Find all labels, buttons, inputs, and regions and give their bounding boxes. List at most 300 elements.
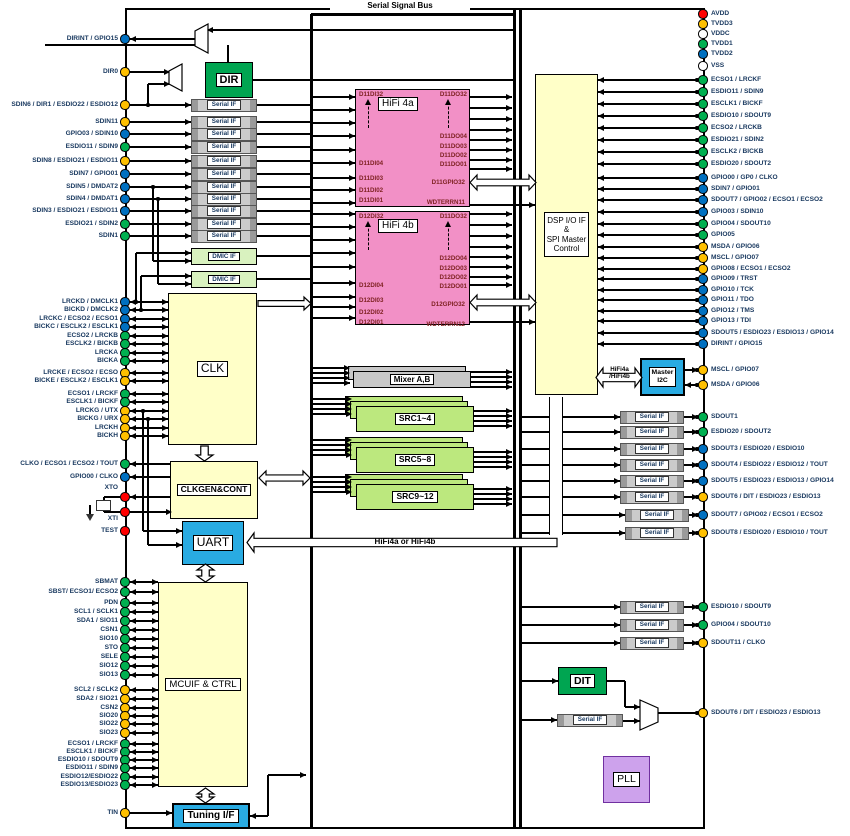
arrow-left-icon (130, 433, 136, 439)
wire (257, 186, 310, 187)
wire (257, 235, 310, 236)
arrow-right-icon (162, 358, 168, 364)
pin-label-vddc: VDDC (711, 30, 730, 37)
wire (227, 45, 228, 62)
hifi-small-label: HiFi4a /HiFi4b (609, 366, 630, 381)
pin-label-gpio12-tms: GPIO12 / TMS (711, 307, 755, 314)
pin-sdout7-gpio02-ecso1-ecso2 (698, 510, 708, 520)
pin-label-sdout7-gpio02-ecso1-ecso2: SDOUT7 / GPIO02 / ECSO1 / ECSO2 (711, 511, 823, 518)
arrow-left-icon (130, 721, 136, 727)
pin-label-esclk2-bickb: ESCLK2 / BICKB (711, 148, 764, 155)
pin-esclk1-bickf (698, 99, 708, 109)
arrow-left-icon (130, 494, 136, 500)
dsp-io-label: DSP I/O IF & SPI Master Control (544, 212, 590, 257)
arrow-right-icon (349, 94, 355, 100)
hifi4b-port-d12di32: D12DI32 (359, 213, 384, 220)
pin-mscl-gpio07 (698, 253, 708, 263)
arrow-right-icon (349, 120, 355, 126)
hifi4a-port-d11di04: D11DI04 (359, 160, 384, 167)
pin-esdio20-sdout2 (698, 159, 708, 169)
serial-if-block (620, 491, 684, 504)
pin-label-esclk1-bickf: ESCLK1 / BICKF (66, 398, 118, 405)
hifi4a-port-d11di03: D11DI03 (359, 175, 384, 182)
pin-label-mscl-gpio07: MSCL / GPIO07 (711, 366, 759, 373)
arrow-left-icon (250, 813, 256, 819)
pin-dirint-gpio15 (120, 34, 130, 44)
mcuif-tuning-arrow (197, 788, 214, 803)
wire (257, 146, 310, 147)
hifi4a-port-d11do02: D11DO02 (439, 152, 467, 159)
arrow-right-icon (506, 137, 512, 143)
pin-label-sdin8-esdio21-esdio11: SDIN8 / ESDIO21 / ESDIO11 (32, 157, 118, 164)
pin-label-esdio20-sdout2: ESDIO20 / SDOUT2 (711, 428, 772, 435)
arrow-right-icon (349, 147, 355, 153)
serial-signal-bus-label: Serial Signal Bus (330, 1, 470, 10)
pin-bicka (120, 356, 130, 366)
arrow-right-icon (506, 147, 512, 153)
hifi4a-label: HiFi 4a (378, 97, 418, 111)
pin-gpio11-tdo (698, 295, 708, 305)
pin-sdin1 (120, 231, 130, 241)
pin-label-sele: SELE (100, 653, 118, 660)
wire (521, 448, 620, 449)
pin-label-msda-gpio06: MSDA / GPIO06 (711, 381, 760, 388)
arrow-right-icon (506, 274, 512, 280)
wire (598, 79, 698, 80)
tuning-if-block (172, 803, 250, 829)
arrow-right-icon (506, 501, 512, 507)
src5-label: SRC5~8 (395, 454, 435, 466)
arrow-left-icon (598, 297, 604, 303)
dir-label: DIR (216, 73, 243, 88)
clkgen-block (170, 461, 258, 519)
wire (130, 198, 191, 199)
hifi4a-port-d11do03: D11DO03 (439, 143, 467, 150)
arrow-left-icon (598, 221, 604, 227)
serial-if-label: Serial IF (635, 427, 670, 437)
serial-if-label: Serial IF (207, 219, 242, 229)
hifi4a-port-d11di02: D11DI02 (359, 187, 384, 194)
arrow-left-icon (130, 341, 136, 347)
arrow-left-icon (685, 382, 691, 388)
src9-block (356, 484, 474, 510)
wire (136, 252, 191, 253)
arrow-right-icon (349, 200, 355, 206)
arrow-left-icon (130, 672, 136, 678)
pin-xti (120, 507, 130, 517)
arrow-left-icon (598, 197, 604, 203)
arrow-right-icon (176, 528, 182, 534)
arrow-left-icon (598, 149, 604, 155)
arrow-right-icon (346, 452, 352, 458)
pin-label-esclk1-bickf: ESCLK1 / BICKF (711, 100, 763, 107)
pin-sbmat (120, 577, 130, 587)
wire (598, 289, 698, 290)
pin-label-gpio10-tck: GPIO10 / TCK (711, 286, 754, 293)
wire (130, 223, 191, 224)
arrow-right-icon (152, 654, 158, 660)
pin-label-ecso1-lrckf: ECSO1 / LRCKF (711, 76, 762, 83)
pin-label-clko-ecso1-ecso2-tout: CLKO / ECSO1 / ECSO2 / TOUT (20, 460, 118, 467)
arrow-right-icon (185, 102, 191, 108)
wire (141, 275, 191, 276)
pin-label-sdout5-esdio23-esdio13-gpio14: SDOUT5 / ESDIO23 / ESDIO13 / GPIO14 (711, 329, 834, 336)
wire (598, 199, 698, 200)
pin-label-bicke-esclk2-esclk1: BICKE / ESCLK2 / ESCLK1 (34, 377, 118, 384)
wire (598, 211, 698, 212)
pin-label-gpio13-tdi: GPIO13 / TDI (711, 317, 751, 324)
arrow-left-icon (598, 308, 604, 314)
serial-if-label: Serial IF (207, 129, 242, 139)
pin-gpio13-tdi (698, 316, 708, 326)
pin-label-scl1-sclk1: SCL1 / SCLK1 (74, 608, 118, 615)
arrow-left-icon (598, 89, 604, 95)
arrow-up-icon (445, 221, 451, 227)
wire (521, 496, 620, 497)
arrow-left-icon (130, 696, 136, 702)
wire (470, 321, 535, 322)
wire (598, 268, 698, 269)
serial-if-block (620, 426, 684, 439)
pin-label-csn1: CSN1 (100, 626, 118, 633)
clkgen-label: CLKGEN&CONT (177, 484, 252, 496)
arrow-right-icon (349, 280, 355, 286)
wire (253, 79, 513, 80)
junction-dot (141, 409, 144, 412)
pin-label-esclk1-bickf: ESCLK1 / BICKF (66, 748, 118, 755)
arrow-right-icon (162, 425, 168, 431)
pin-label-test: TEST (101, 527, 118, 534)
arrow-right-icon (614, 462, 620, 468)
arrow-right-icon (152, 645, 158, 651)
pin-label-dirint-gpio15: DIRINT / GPIO15 (711, 340, 763, 347)
arrow-right-icon (162, 416, 168, 422)
pin-esdio10-sdout9 (698, 602, 708, 612)
pin-label-bickc-esclk2-esclk1: BICKC / ESCLK2 / ESCLK1 (34, 323, 118, 330)
pin-sdin3-esdio21-esdio11 (120, 206, 130, 216)
arrow-left-icon (130, 36, 136, 42)
pin-gpio00-gp0-clko (698, 173, 708, 183)
hifi4a-port-d11do04: D11DO04 (439, 133, 467, 140)
arrow-right-icon (166, 509, 172, 515)
hifi4b-port-wdterrn12: WDTERRN12 (426, 321, 465, 328)
arrow-right-icon (152, 741, 158, 747)
dashed-up-arrow (368, 102, 369, 128)
wire (598, 223, 698, 224)
pin-label-esdio21-sdin2: ESDIO21 / SDIN2 (711, 136, 764, 143)
arrow-right-icon (162, 324, 168, 330)
pin-esdio13-esdio23 (120, 780, 130, 790)
pin-test (120, 526, 130, 536)
arrow-right-icon (529, 319, 535, 325)
arrow-left-icon (130, 663, 136, 669)
hifi4a-port-d11do01: D11DO01 (439, 161, 467, 168)
arrow-left-icon (598, 266, 604, 272)
arrow-left-icon (598, 137, 604, 143)
hifi4b-label: HiFi 4b (378, 219, 418, 233)
pin-label-tin: TIN (107, 809, 118, 816)
wire (130, 496, 170, 497)
arrow-right-icon (185, 196, 191, 202)
wire (521, 464, 620, 465)
wire (130, 235, 191, 236)
wire (598, 127, 698, 128)
pin-gpio00-clko (120, 472, 130, 482)
wire (130, 133, 191, 134)
serial-if-block (625, 509, 689, 522)
wire (598, 320, 698, 321)
arrow-right-icon (152, 782, 158, 788)
pin-sdin5-dmdat2 (120, 182, 130, 192)
arrow-right-icon (349, 304, 355, 310)
arrow-right-icon (152, 609, 158, 615)
arrow-right-icon (185, 119, 191, 125)
wire (257, 160, 310, 161)
wire (130, 173, 191, 174)
arrow-right-icon (162, 341, 168, 347)
pin-label-lrckh: LRCKH (94, 424, 118, 431)
arrow-right-icon (506, 116, 512, 122)
pin-label-sdout5-esdio23-esdio13-gpio14: SDOUT5 / ESDIO23 / ESDIO13 / GPIO14 (711, 477, 834, 484)
pin-sio23 (120, 728, 130, 738)
arrow-right-icon (551, 717, 557, 723)
pin-ecso2-lrckb (698, 123, 708, 133)
wire (135, 253, 136, 302)
arrow-left-icon (130, 713, 136, 719)
pin-label-gpio05: GPIO05 (711, 231, 735, 238)
uart-mcuif-arrow (197, 564, 214, 582)
pin-sdout1 (698, 412, 708, 422)
arrow-right-icon (152, 687, 158, 693)
pin-esdio10-sdout9 (698, 111, 708, 121)
arrow-right-icon (349, 237, 355, 243)
pin-label-pdn: PDN (104, 599, 118, 606)
hifi4b-port-d12do02: D12DO02 (439, 274, 467, 281)
pin-label-sdin7-gpio01: SDIN7 / GPIO01 (69, 170, 118, 177)
pin-label-gpio00-gp0-clko: GPIO00 / GP0 / CLKO (711, 174, 778, 181)
hifi4a-port-d11do32: D11DO32 (439, 91, 467, 98)
pin-label-sdin1: SDIN1 (98, 232, 118, 239)
pin-label-gpio00-clko: GPIO00 / CLKO (70, 473, 118, 480)
master-i2c-block (640, 358, 685, 396)
arrow-left-icon (130, 425, 136, 431)
arrow-right-icon (152, 765, 158, 771)
pin-label-gpio11-tdo: GPIO11 / TDO (711, 296, 754, 303)
clk-block (168, 293, 257, 445)
arrow-right-icon (185, 184, 191, 190)
pin-tvdd3 (698, 19, 708, 29)
arrow-left-icon (130, 589, 136, 595)
hifi4b-port-d12di01: D12DI01 (359, 319, 384, 326)
arrow-right-icon (152, 600, 158, 606)
serial-if-block (625, 527, 689, 540)
arrow-right-icon (506, 233, 512, 239)
pin-sbst-ecso1-ecso2 (120, 587, 130, 597)
arrow-right-icon (162, 299, 168, 305)
arrow-right-icon (162, 378, 168, 384)
arrow-left-icon (598, 244, 604, 250)
arrow-right-icon (506, 264, 512, 270)
pin-label-bickd-dmclk2: BICKD / DMCLK2 (64, 306, 118, 313)
pin-label-esclk2-bickb: ESCLK2 / BICKB (65, 340, 118, 347)
arrow-left-icon (130, 705, 136, 711)
wire (157, 199, 158, 284)
serial-if-label: Serial IF (635, 444, 670, 454)
pin-sdin6-dir1-esdio22-esdio12 (120, 100, 130, 110)
hollow-elbow (549, 397, 563, 535)
pin-gpio09-trst (698, 274, 708, 284)
arrow-right-icon (185, 144, 191, 150)
serial-if-block (191, 230, 257, 243)
wire (658, 712, 698, 713)
mux-shape (169, 64, 182, 91)
pin-label-sda2-sio21: SDA2 / SIO21 (76, 695, 118, 702)
pin-label-lrcke-ecso2-ecso: LRCKE / ECSO2 / ECSO (43, 369, 118, 376)
wire (130, 160, 191, 161)
pin-label-csn2: CSN2 (100, 704, 118, 711)
wire (598, 151, 698, 152)
hifi4b-port-d12di02: D12DI02 (359, 309, 384, 316)
arrow-left-icon (598, 125, 604, 131)
arrow-left-icon (130, 416, 136, 422)
pin-label-sio10: SIO10 (99, 635, 118, 642)
pin-label-sto: STO (104, 644, 118, 651)
pin-label-esdio13-esdio23: ESDIO13/ESDIO23 (60, 781, 118, 788)
serial-if-block (620, 443, 684, 456)
arrow-right-icon (506, 282, 512, 288)
pin-avdd (698, 9, 708, 19)
arrow-right-icon (349, 187, 355, 193)
pin-label-xto: XTO (104, 484, 118, 491)
wire (598, 246, 698, 247)
pin-sdin7-gpio01 (120, 169, 130, 179)
arrow-up-icon (365, 99, 371, 105)
arrow-left-icon (130, 627, 136, 633)
arrow-left-icon (598, 77, 604, 83)
arrow-right-icon (349, 133, 355, 139)
wire (257, 255, 310, 256)
arrow-left-icon (598, 341, 604, 347)
pin-label-sio12: SIO12 (99, 662, 118, 669)
wire (152, 187, 153, 261)
serial-if-label: Serial IF (573, 715, 608, 725)
dashed-up-arrow (448, 102, 449, 128)
pin-gpio10-tck (698, 285, 708, 295)
pin-label-gpio09-trst: GPIO09 / TRST (711, 275, 758, 282)
arrow-right-icon (152, 579, 158, 585)
wire (598, 234, 698, 235)
pin-label-sdout7-gpio02-ecso1-ecso2: SDOUT7 / GPIO02 / ECSO1 / ECSO2 (711, 196, 823, 203)
arrow-right-icon (185, 158, 191, 164)
wire (257, 104, 310, 105)
pin-label-esdio11-sdin9: ESDIO11 / SDIN9 (711, 88, 764, 95)
arrow-right-icon (506, 423, 512, 429)
dit-label: DIT (570, 674, 595, 688)
pin-label-sdout1: SDOUT1 (711, 413, 738, 420)
arrow-right-icon (506, 105, 512, 111)
arrow-right-icon (506, 166, 512, 172)
wire (598, 332, 698, 333)
arrow-right-icon (614, 622, 620, 628)
pin-label-sda1-sio11: SDA1 / SIO11 (76, 617, 118, 624)
arrow-right-icon (152, 749, 158, 755)
arrow-right-icon (614, 640, 620, 646)
serial-if-block (557, 714, 623, 727)
wire (257, 278, 310, 279)
arrow-right-icon (176, 542, 182, 548)
arrow-right-icon (349, 294, 355, 300)
pin-label-dirint-gpio15: DIRINT / GPIO15 (66, 35, 118, 42)
pin-sio13 (120, 670, 130, 680)
pin-esdio21-sdin2 (120, 219, 130, 229)
pin-label-sio13: SIO13 (99, 671, 118, 678)
wire (257, 121, 310, 122)
pin-label-esdio12-esdio22: ESDIO12/ESDIO22 (60, 773, 118, 780)
pin-label-lrcka: LRCKA (94, 349, 118, 356)
pin-msda-gpio06 (698, 380, 708, 390)
pin-label-lrckd-dmclk1: LRCKD / DMCLK1 (61, 298, 118, 305)
arrow-left-icon (130, 609, 136, 615)
pin-label-gpio08-ecso1-ecso2: GPIO08 / ECSO1 / ECSO2 (711, 265, 791, 272)
dmic-if-block-1 (191, 248, 257, 265)
serial-if-label: Serial IF (635, 460, 670, 470)
wire (598, 177, 698, 178)
pin-label-xti: XTI (107, 515, 118, 522)
serial-if-block (620, 637, 684, 650)
arrow-right-icon (506, 464, 512, 470)
pin-label-esdio10-sdout9: ESDIO10 / SDOUT9 (57, 756, 118, 763)
arrow-right-icon (152, 618, 158, 624)
arrow-left-icon (130, 636, 136, 642)
pin-sdout6-dit-esdio23-esdio13 (698, 492, 708, 502)
pin-sdin7-gpio01 (698, 184, 708, 194)
arrow-right-icon (185, 273, 191, 279)
arrow-right-icon (162, 408, 168, 414)
serial-if-label: Serial IF (207, 182, 242, 192)
arrow-right-icon (614, 478, 620, 484)
pin-label-sdin4-dmdat1: SDIN4 / DMDAT1 (66, 195, 118, 202)
junction-dot (151, 185, 154, 188)
serial-if-block (191, 155, 257, 168)
pin-label-sdout8-esdio20-esdio10-tout: SDOUT8 / ESDIO20 / ESDIO10 / TOUT (711, 529, 828, 536)
master-i2c-label: Master I2C (649, 367, 677, 387)
arrow-left-icon (130, 461, 136, 467)
src5-block (356, 447, 474, 473)
serial-if-block (191, 205, 257, 218)
wire (521, 480, 620, 481)
arrow-left-icon (130, 408, 136, 414)
junction-dot (139, 308, 142, 311)
dmic-if-block-2 (191, 271, 257, 288)
pin-sdin4-dmdat1 (120, 194, 130, 204)
arrow-right-icon (162, 370, 168, 376)
arrow-right-icon (300, 772, 306, 778)
arrow-right-icon (152, 721, 158, 727)
wire (598, 257, 698, 258)
arrow-right-icon (506, 384, 512, 390)
pin-label-lrckg-utx: LRCKG / UTX (75, 407, 118, 414)
wire (598, 310, 698, 311)
wire (130, 121, 191, 122)
arrow-left-icon (130, 399, 136, 405)
pin-bicke-esclk2-esclk1 (120, 376, 130, 386)
serial-if-block (620, 475, 684, 488)
pin-label-sdout4-esdio22-esdio12-tout: SDOUT4 / ESDIO22 / ESDIO12 / TOUT (711, 461, 828, 468)
pin-label-sdout6-dit-esdio23-esdio13: SDOUT6 / DIT / ESDIO23 / ESDIO13 (711, 709, 821, 716)
pin-ecso1-lrckf (698, 75, 708, 85)
arrow-left-icon (207, 27, 213, 33)
src9-label: SRC9~12 (392, 491, 437, 503)
